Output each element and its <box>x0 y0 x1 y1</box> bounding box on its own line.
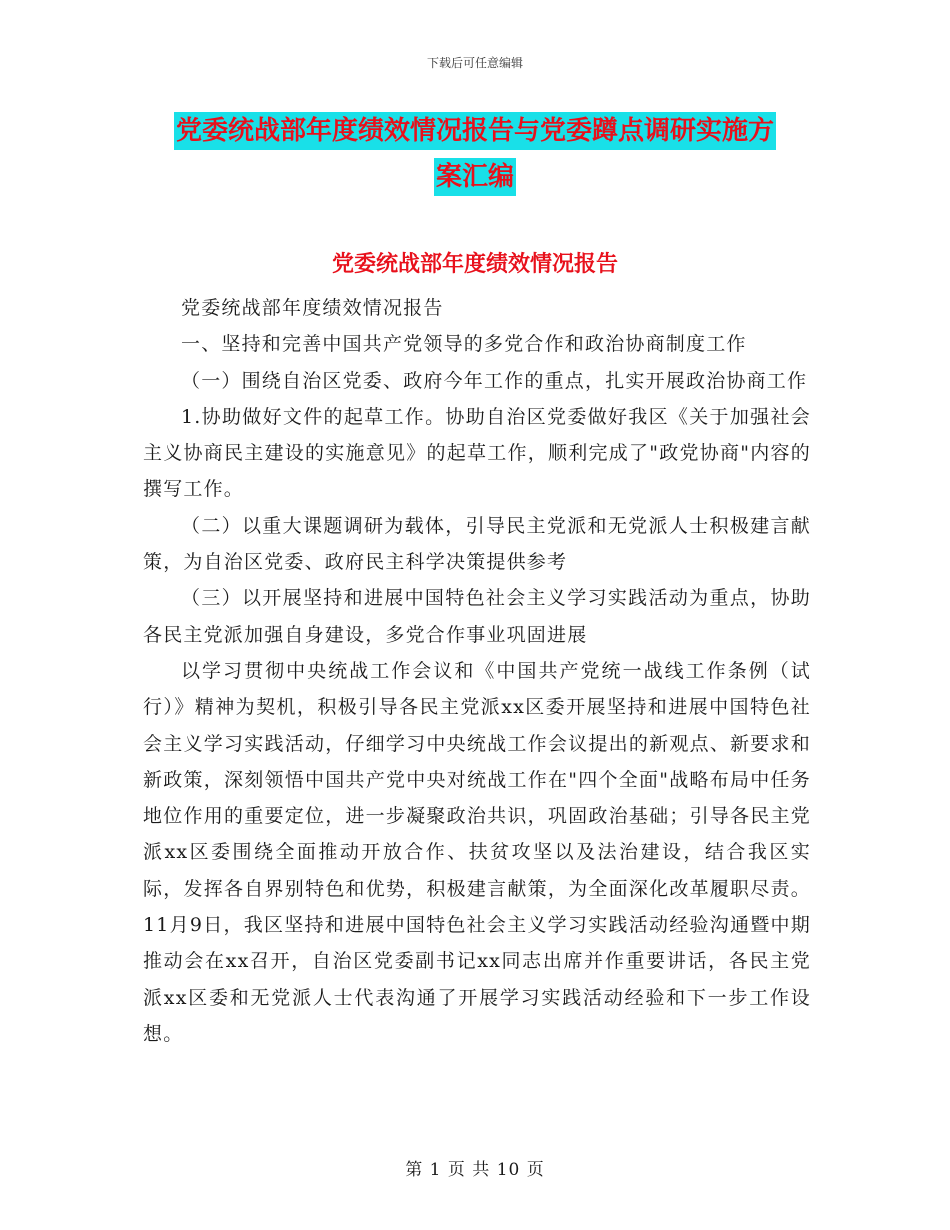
paragraph: 一、坚持和完善中国共产党领导的多党合作和政治协商制度工作 <box>181 333 747 356</box>
paragraph: （二）以重大课题调研为载体，引导民主党派和无党派人士积极建言献策，为自治区党委、政府民主科学决策提供参考 <box>143 514 811 574</box>
title-line-1: 党委统战部年度绩效情况报告与党委蹲点调研实施方 <box>174 112 776 150</box>
section-title: 党委统战部年度绩效情况报告 <box>331 251 618 277</box>
title-line-2: 案汇编 <box>434 158 516 196</box>
paragraph: 以学习贯彻中央统战工作会议和《中国共产党统一战线工作条例（试行）》精神为契机，积极引导各民主党派xx区委开展坚持和进展中国特色社会主义学习实践活动，仔细学习中央统战工作会议提出的新观点、新要求和新政策，深刻领悟中国共产党中央对统战工作在"四个全面"战略布局中任务地位作用的重要定位，进一步凝聚政治共识，巩固政治基础；引导各民主党派xx区委围绕全面推动开放合作、扶贫攻坚以及法治建设，结合我区实际，发挥各自界别特色和优势，积极建言献策，为全面深化改革履职尽责。11月9日，我区坚持和进展中国特色社会主义学习实践活动经验沟通暨中期推动会在xx召开，自治区党委副书记xx同志出席并作重要讲话，各民主党派xx区委和无党派人士代表沟通了开展学习实践活动经验和下一步工作设想。 <box>143 659 811 1045</box>
document-title <box>140 108 810 200</box>
paragraph: （一）围绕自治区党委、政府今年工作的重点，扎实开展政治协商工作 <box>181 369 808 392</box>
document-body <box>143 290 811 1052</box>
paragraph: 1.协助做好文件的起草工作。协助自治区党委做好我区《关于加强社会主义协商民主建设的实施意见》的起草工作，顺利完成了"政党协商"内容的撰写工作。 <box>143 405 811 501</box>
page-footer: 第 1 页 共 10 页 <box>405 1160 545 1180</box>
paragraph: （三）以开展坚持和进展中国特色社会主义学习实践活动为重点，协助各民主党派加强自身建设，多党合作事业巩固进展 <box>143 587 811 646</box>
header-note: 下载后可任意编辑 <box>426 56 523 70</box>
paragraph: 党委统战部年度绩效情况报告 <box>181 297 444 319</box>
